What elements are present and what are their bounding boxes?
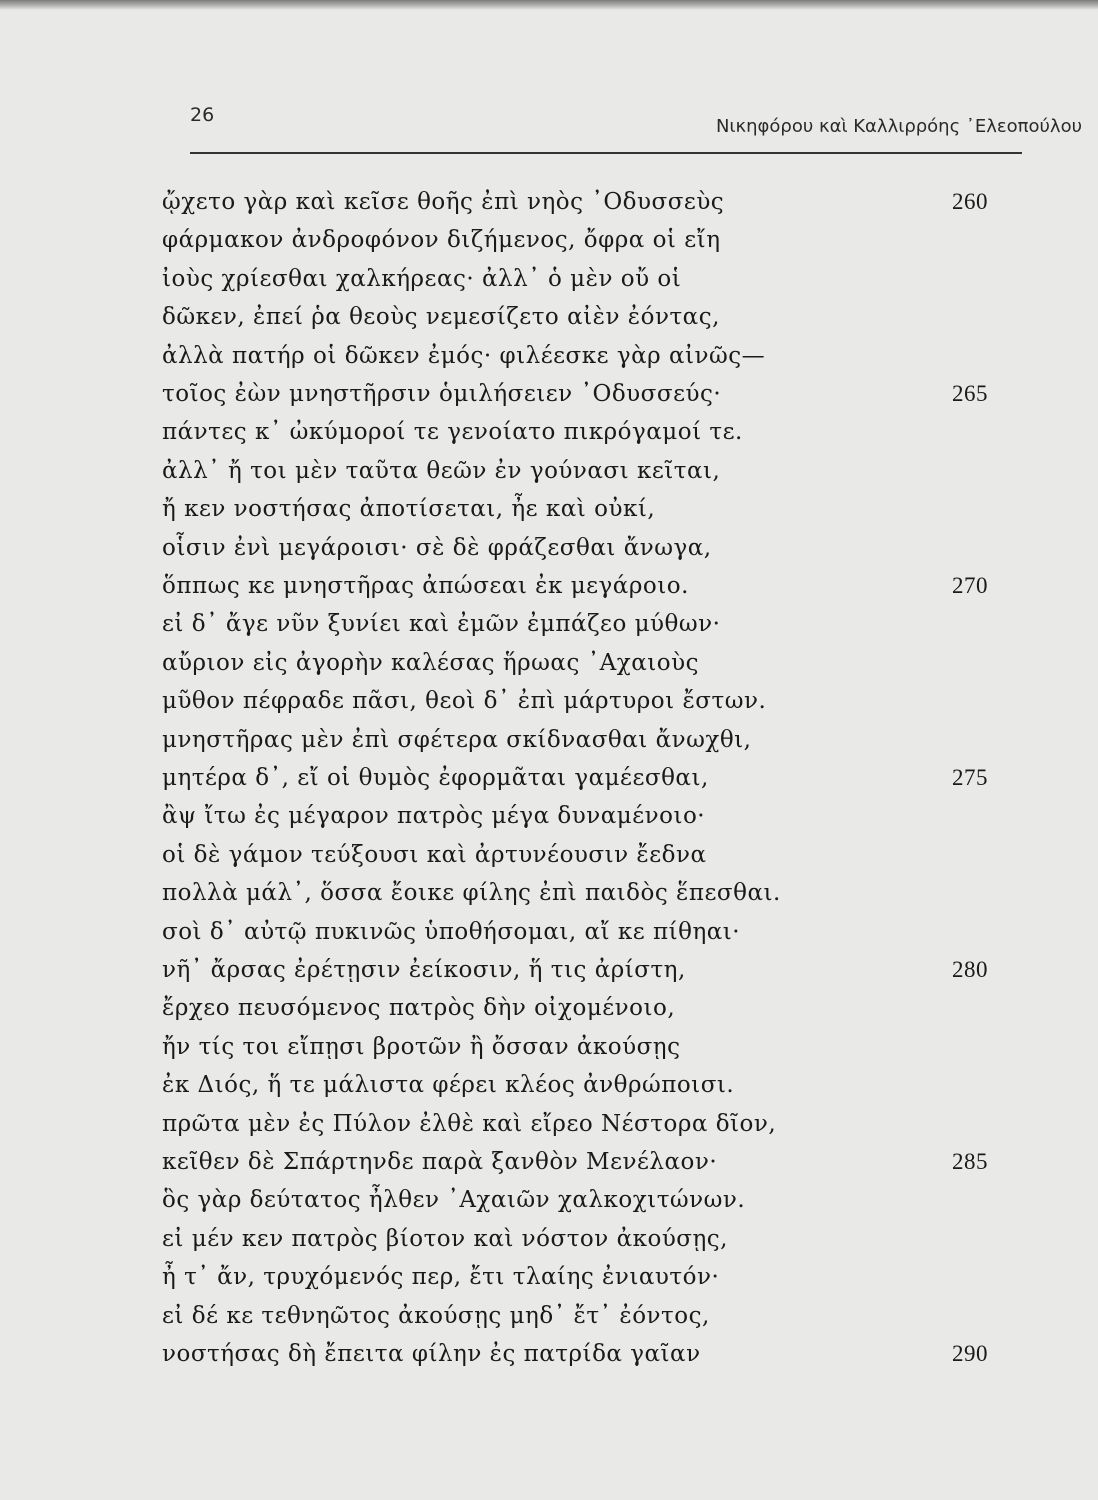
verse-text: ἔρχεο πευσόμενος πατρὸς δὴν οἰχομένοιο, [162, 995, 676, 1022]
verse-line [162, 1296, 942, 1336]
verse-line [162, 259, 942, 299]
verse-text: πολλὰ μάλ᾿, ὅσσα ἔοικε φίλης ἐπὶ παιδὸς ἕπεσθαι. [162, 880, 781, 907]
verse-line [162, 451, 942, 491]
verse-line [162, 950, 988, 990]
verse-text: φάρμακον ἀνδροφόνον διζήμενος, ὄφρα οἱ εἴη [162, 227, 721, 254]
verse-text: οἷσιν ἐνὶ μεγάροισι· σὲ δὲ φράζεσθαι ἄνωγα, [162, 534, 712, 561]
verse-line [162, 1027, 942, 1067]
verse-line [162, 912, 942, 952]
verse-text: ἂψ ἴτω ἐς μέγαρον πατρὸς μέγα δυναμένοιο· [162, 803, 706, 830]
verse-text: δῶκεν, ἐπεί ῥα θεοὺς νεμεσίζετο αἰὲν ἐόντας, [162, 304, 720, 331]
verse-line [162, 220, 942, 260]
verse-line [162, 336, 942, 376]
verse-line [162, 758, 988, 798]
verse-text: σοὶ δ᾿ αὐτῷ πυκινῶς ὑποθήσομαι, αἴ κε πίθηαι· [162, 918, 741, 945]
verse-text: πάντες κ᾿ ὠκύμοροί τε γενοίατο πικρόγαμοί τε. [162, 419, 743, 446]
verse-line [162, 835, 942, 875]
line-number: 290 [952, 1341, 988, 1366]
verse-text: ἀλλὰ πατήρ οἱ δῶκεν ἐμός· φιλέεσκε γὰρ αἰνῶς— [162, 342, 766, 369]
verse-text: ᾤχετο γὰρ καὶ κεῖσε θοῆς ἐπὶ νηὸς ᾿Οδυσσεὺς [162, 189, 725, 215]
line-number: 275 [952, 765, 988, 790]
verse-text: ἐκ Διός, ἥ τε μάλιστα φέρει κλέος ἀνθρώποισι. [162, 1072, 735, 1099]
running-header-title: Νικηφόρου καὶ Καλλιρρόης ᾿Ελεοπούλου [715, 116, 1082, 137]
verse-line [162, 566, 988, 606]
verse-line [162, 1142, 988, 1182]
verse-text: ἀλλ᾿ ἤ τοι μὲν ταῦτα θεῶν ἐν γούνασι κεῖται, [162, 457, 721, 484]
line-number: 260 [952, 189, 988, 214]
verse-line [162, 1065, 942, 1105]
verse-line [162, 604, 942, 644]
verse-line [162, 796, 942, 836]
verse-text: τοῖος ἐὼν μνηστῆρσιν ὁμιλήσειεν ᾿Οδυσσεύς· [162, 381, 722, 407]
verse-line [162, 1219, 942, 1259]
verse-line [162, 1104, 942, 1144]
verse-line [162, 1257, 942, 1297]
verse-text: εἰ δ᾿ ἄγε νῦν ξυνίει καὶ ἐμῶν ἐμπάζεο μύθων· [162, 611, 721, 638]
verse-line [162, 681, 942, 721]
verse-text: ἤν τίς τοι εἴπῃσι βροτῶν ἢ ὄσσαν ἀκούσῃς [162, 1033, 681, 1060]
line-number: 280 [952, 957, 988, 982]
verse-text: αὔριον εἰς ἀγορὴν καλέσας ἥρωας ᾿Αχαιοὺς [162, 649, 699, 676]
verse-text: ὅππως κε μνηστῆρας ἀπώσεαι ἐκ μεγάροιο. [162, 573, 689, 599]
verse-text: εἰ μέν κεν πατρὸς βίοτον καὶ νόστον ἀκούσῃς, [162, 1225, 728, 1252]
verse-text: νοστήσας δὴ ἔπειτα φίλην ἐς πατρίδα γαῖαν [162, 1341, 701, 1367]
verse-line [162, 873, 942, 913]
page-number: 26 [190, 104, 215, 126]
verse-line [162, 412, 942, 452]
line-number: 270 [952, 573, 988, 598]
verse-text: ὃς γὰρ δεύτατος ἦλθεν ᾿Αχαιῶν χαλκοχιτώνων. [162, 1187, 746, 1214]
verse-line [162, 374, 988, 414]
verse-text: ἦ τ᾿ ἄν, τρυχόμενός περ, ἔτι τλαίης ἐνιαυτόν· [162, 1264, 720, 1291]
verse-text: κεῖθεν δὲ Σπάρτηνδε παρὰ ξανθὸν Μενέλαον· [162, 1149, 718, 1175]
verse-text: πρῶτα μὲν ἐς Πύλον ἐλθὲ καὶ εἴρεο Νέστορα δῖον, [162, 1110, 777, 1137]
verse-text: μητέρα δ᾿, εἴ οἱ θυμὸς ἐφορμᾶται γαμέεσθαι, [162, 765, 709, 791]
verse-line [162, 182, 988, 222]
verse-text: ἰοὺς χρίεσθαι χαλκήρεας· ἀλλ᾿ ὁ μὲν οὔ οἱ [162, 265, 682, 292]
verse-text: εἰ δέ κε τεθνηῶτος ἀκούσῃς μηδ᾿ ἔτ᾿ ἐόντος, [162, 1302, 710, 1329]
line-number: 285 [952, 1149, 988, 1174]
verse-text: μῦθον πέφραδε πᾶσι, θεοὶ δ᾿ ἐπὶ μάρτυροι ἔστων. [162, 688, 767, 715]
verse-line [162, 489, 942, 529]
verse-line [162, 297, 942, 337]
verse-line [162, 720, 942, 760]
verse-text: ἤ κεν νοστήσας ἀποτίσεται, ἦε καὶ οὐκί, [162, 496, 656, 523]
verse-line [162, 988, 942, 1028]
verse-line [162, 1334, 988, 1374]
verse-text: μνηστῆρας μὲν ἐπὶ σφέτερα σκίδνασθαι ἄνωχθι, [162, 726, 752, 753]
verse-text: νῆ᾿ ἄρσας ἐρέτῃσιν ἐείκοσιν, ἥ τις ἀρίστη, [162, 957, 686, 983]
line-number: 265 [952, 381, 988, 406]
verse-line [162, 528, 942, 568]
verse-line [162, 1180, 942, 1220]
verse-text: οἱ δὲ γάμον τεύξουσι καὶ ἀρτυνέουσιν ἔεδνα [162, 841, 707, 868]
verse-line [162, 643, 942, 683]
